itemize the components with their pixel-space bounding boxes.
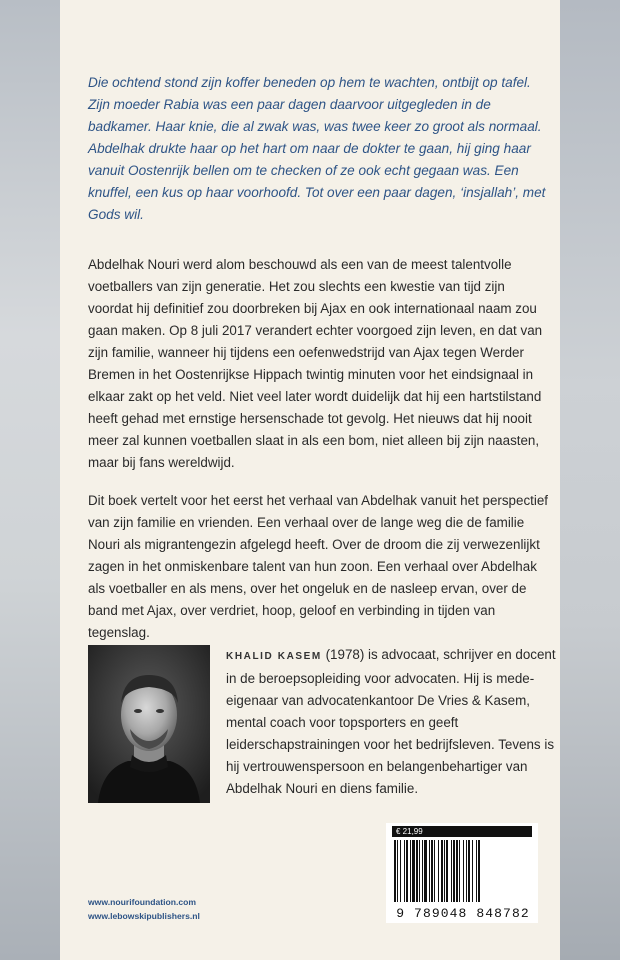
barcode-bar [456, 840, 458, 902]
barcode-bar [416, 840, 418, 902]
barcode-bar [438, 840, 439, 902]
barcode [392, 840, 534, 906]
background-right [560, 0, 620, 960]
barcode-bar [397, 840, 398, 902]
barcode-bar [410, 840, 411, 902]
barcode-bar [463, 840, 464, 902]
barcode-bar [404, 840, 405, 902]
synopsis-paragraph-2: Dit boek vertelt voor het eerst het verhaal van Abdelhak vanuit het perspectief van zijn familie en vrienden. Een verhaal over de lange weg die de familie Nouri als migrantengezin afgelegd heeft. Over de droom die zij verwezenlijkt zagen in het onmiskenbare talent van hun zoon. Een verhaal over Abdelhak als voetballer en als mens, over het ongeluk en de nasleep ervan, over de band met Ajax, over verdriet, hoop, geloof en verbinding in tijden van tegenslag. [88, 493, 549, 640]
link-lebowski-publishers[interactable]: www.lebowskipublishers.nl [88, 911, 200, 921]
barcode-bar [406, 840, 408, 902]
barcode-bar [394, 840, 396, 902]
barcode-bar [446, 840, 448, 902]
link-nouri-foundation[interactable]: www.nourifoundation.com [88, 897, 197, 907]
barcode-bar [476, 840, 477, 902]
barcode-bar [466, 840, 467, 902]
barcode-bar [424, 840, 427, 902]
barcode-bar [468, 840, 470, 902]
barcode-bar [434, 840, 435, 902]
barcode-bar [429, 840, 430, 902]
barcode-bar [451, 840, 452, 902]
author-name: KHALID KASEM [226, 651, 322, 662]
synopsis-paragraph-1: Abdelhak Nouri werd alom beschouwd als een van de meest talentvolle voetballers van zijn generatie. Het zou slechts een kwestie van tijd zijn voordat hij definitief zou doorbreken bij Ajax en ook internationaal naam zou gaan maken. Op 8 juli 2017 verandert echter voorgoed zijn leven, en dat van zijn familie, wanneer hij tijdens een oefenwedstrijd van Ajax tegen Werder Bremen in het Oostenrijkse Hippach twintig minuten voor het eindsignaal in elkaar zakt op het veld. Niet veel later wordt duidelijk dat hij een hartstilstand heeft gehad met ernstige hersenschade tot gevolg. Het nieuws dat hij nooit meer zal kunnen voetballen slaat in als een bom, niet alleen bij zijn naasten, maar bij fans wereldwijd. [88, 257, 543, 470]
barcode-bar [419, 840, 420, 902]
barcode-bar [472, 840, 473, 902]
barcode-bar [412, 840, 415, 902]
price-label: € 21,99 [392, 826, 532, 837]
barcode-bar [459, 840, 460, 902]
intro-quote: Die ochtend stond zijn koffer beneden op hem te wachten, ontbijt op tafel. Zijn moeder Rabia was een paar dagen daarvoor uitgegleden in de badkamer. Haar knie, die al zwak was, was twee keer zo groot als normaal. Abdelhak drukte haar op het hart om naar de dokter te gaan, hij ging haar vanuit Oostenrijk bellen om te checken of ze ook echt gegaan was. Een knuffel, een kus op haar voorhoofd. Tot over een paar dagen, ‘insjallah’, met Gods wil. [88, 75, 546, 222]
barcode-bar [400, 840, 401, 902]
background-left [0, 0, 60, 960]
isbn-number: 9 789048 848782 [396, 906, 530, 921]
barcode-bar [431, 840, 433, 902]
website-links [88, 895, 200, 923]
author-bio-text: (1978) is advocaat, schrijver en docent in de beroepsopleiding voor advocaten. Hij is mede-eigenaar van advocatenkantoor De Vries & Kasem, mental coach voor topsporters en geeft leiderschapstrainingen voor het bedrijfsleven. Tevens is hij vertrouwenspersoon en belangenbehartiger van Abdelhak Nouri en diens familie. [226, 647, 556, 796]
barcode-bar [441, 840, 443, 902]
author-photo [88, 645, 210, 803]
barcode-bar [444, 840, 445, 902]
barcode-bar [422, 840, 423, 902]
barcode-bar [478, 840, 480, 902]
barcode-bar [453, 840, 455, 902]
author-bio [226, 644, 556, 800]
